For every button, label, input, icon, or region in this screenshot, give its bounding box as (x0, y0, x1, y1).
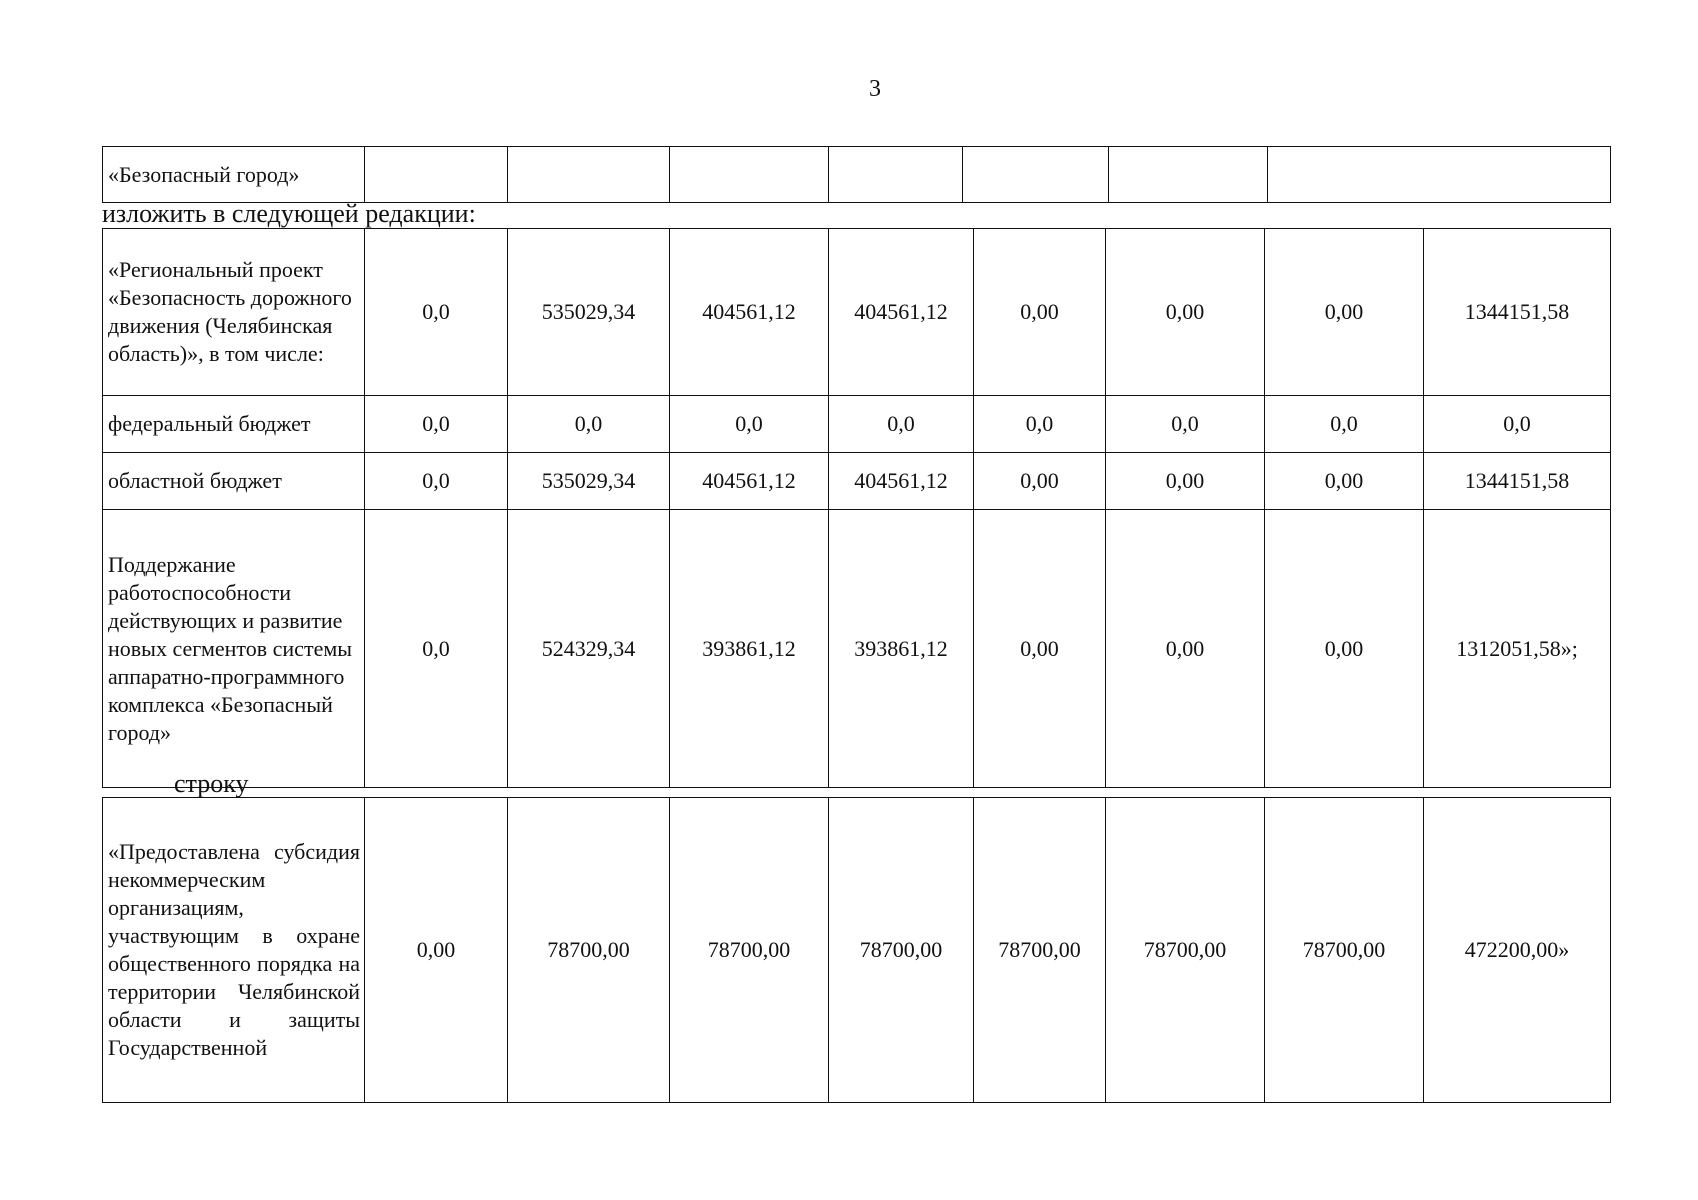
table-row (103, 147, 1611, 203)
table-cell: 0,00 (974, 453, 1106, 510)
table-cell: 78700,00 (829, 798, 974, 1103)
table-cell: 0,00 (1106, 510, 1265, 788)
table-cell (365, 147, 508, 203)
row-label: областной бюджет (103, 453, 365, 510)
table-cell: 404561,12 (829, 453, 974, 510)
table-row (103, 396, 1611, 453)
table-cell (508, 147, 670, 203)
table-cell: 0,00 (1265, 510, 1424, 788)
table-cell: 1344151,58 (1424, 229, 1611, 396)
table-cell: 0,0 (974, 396, 1106, 453)
table-cell: 78700,00 (1265, 798, 1424, 1103)
table-cell: 393861,12 (829, 510, 974, 788)
table-cell: 0,0 (365, 510, 508, 788)
table-cell: 0,00 (974, 229, 1106, 396)
table-cell: 472200,00» (1424, 798, 1611, 1103)
instruction-text: изложить в следующей редакции: (102, 199, 476, 228)
table-cell: 0,00 (365, 798, 508, 1103)
row-label: федеральный бюджет (103, 396, 365, 453)
table-cell: 78700,00 (1106, 798, 1265, 1103)
table-cell: 1344151,58 (1424, 453, 1611, 510)
table-cell: 0,0 (829, 396, 974, 453)
table-cell: 0,0 (1424, 396, 1611, 453)
table-previous-rows (102, 146, 1611, 203)
table-cell: 0,0 (1265, 396, 1424, 453)
table-cell: 535029,34 (508, 229, 670, 396)
table-cell: 0,00 (1265, 453, 1424, 510)
table-row (103, 798, 1611, 1103)
page-number: 3 (869, 76, 881, 102)
row-label: «Региональный проект «Безопасность дорожного движения (Челябинская область)», в том числе: (103, 229, 365, 396)
table-cell: 0,0 (365, 229, 508, 396)
table-cell: 0,0 (365, 453, 508, 510)
table-cell (670, 147, 829, 203)
table-cell: 404561,12 (829, 229, 974, 396)
table-cell: 393861,12 (670, 510, 829, 788)
table-cell: 0,0 (365, 396, 508, 453)
table-cell: 404561,12 (670, 453, 829, 510)
table-cell: 1312051,58»; (1424, 510, 1611, 788)
row-label: «Безопасный город» (103, 147, 365, 203)
table-row (103, 510, 1611, 788)
table-cell: 404561,12 (670, 229, 829, 396)
table-cell (1268, 147, 1611, 203)
table-new-edition (102, 228, 1611, 788)
table-cell: 0,0 (670, 396, 829, 453)
table-cell: 78700,00 (974, 798, 1106, 1103)
table-cell: 0,0 (508, 396, 670, 453)
table-cell: 0,0 (1106, 396, 1265, 453)
table-cell: 535029,34 (508, 453, 670, 510)
table-cell: 0,00 (1106, 229, 1265, 396)
table-cell: 524329,34 (508, 510, 670, 788)
row-label: «Предоставлена субсидия некоммерческим организациям, участвующим в охране общественного порядка на территории Челябинской области и защиты Государственной (103, 798, 365, 1103)
table-subsidy (102, 797, 1611, 1103)
table-cell: 0,00 (974, 510, 1106, 788)
table-row (103, 453, 1611, 510)
table-cell (1109, 147, 1268, 203)
row-label: Поддержание работоспособности действующих и развитие новых сегментов системы аппаратно-программного комплекса «Безопасный город» (103, 510, 365, 788)
table-cell: 78700,00 (508, 798, 670, 1103)
table-row (103, 229, 1611, 396)
instruction-text: строку (174, 769, 249, 798)
table-cell (829, 147, 963, 203)
table-cell (963, 147, 1109, 203)
table-cell: 78700,00 (670, 798, 829, 1103)
table-cell: 0,00 (1106, 453, 1265, 510)
table-cell: 0,00 (1265, 229, 1424, 396)
